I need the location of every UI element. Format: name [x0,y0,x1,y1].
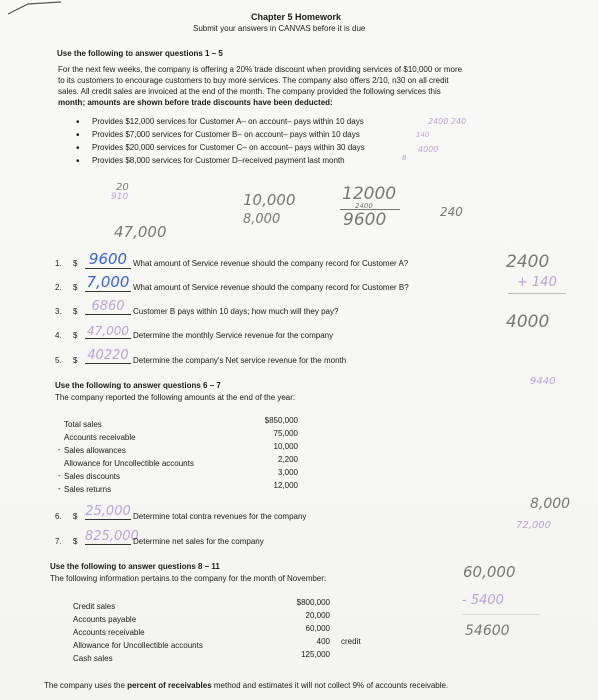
page-title: Chapter 5 Homework [251,12,342,22]
scratch-20: 20 [116,182,129,193]
s2-row-label: Accounts receivable [64,433,136,442]
s3-row-value: $800,000 [296,598,330,607]
side-calc-5400: - 5400 [462,593,504,608]
s3-row-value: 125,000 [301,650,330,659]
s2-row-label: Allowance for Uncollectible accounts [64,459,194,468]
q4-text: Determine the monthly Service revenue for the company [133,331,334,340]
s2-row-value: 12,000 [273,481,298,490]
s3-row-label: Allowance for Uncollectible accounts [73,641,203,650]
scratch-8000: 8,000 [243,212,281,227]
s2-dash: - [58,471,61,480]
q2-answer[interactable]: 7,000 [86,273,130,291]
scratch-240: 240 [440,205,463,219]
bullet-customer-c: • Provides $20,000 services for Customer C– on account– pays within 30 days [92,143,365,152]
scratch-9600: 9600 [343,210,387,230]
q5-dollar: $ [73,356,78,365]
q3-text: Customer B pays within 10 days; how much will they pay? [133,307,339,316]
s2-dash: - [58,484,61,493]
q1-text: What amount of Service revenue should the company record for Customer A? [133,259,409,268]
q3-answer[interactable]: 6860 [85,299,131,315]
section3-intro: The following information pertains to the company for the month of November: [50,574,327,583]
q6-text: Determine total contra revenues for the company [133,512,307,521]
footer-bold: percent of receivables [127,681,212,690]
bullet-note-a: 2400 240 [428,117,467,126]
side-calc-9440: 9440 [530,376,556,387]
bullet-note-c: 4000 [418,145,439,154]
q1-answer[interactable]: 9600 [85,250,131,269]
s2-row-value: 2,200 [277,455,298,464]
bullet-customer-a: • Provides $12,000 services for Customer A– on account– pays within 10 days [92,117,364,126]
side-calc-line [508,293,566,294]
q4-number: 4. [55,331,62,340]
q3-number: 3. [55,307,62,316]
side-calc-8000: 8,000 [530,496,571,512]
section1-intro-1: For the next few weeks, the company is offering a 20% trade discount when providing services of $10,000 or more [58,65,463,74]
scratch-910: 910 [111,192,129,202]
section1-intro-3: sales. All credit sales are invoiced at the end of the month. The company provided the following services this [58,87,441,96]
s2-row-label: Sales returns [64,485,112,494]
q2-dollar: $ [73,283,78,292]
s2-row-value: 75,000 [273,429,298,438]
scratch-12000: 12000 [342,184,397,204]
scratch-10000: 10,000 [243,191,296,209]
q7-answer[interactable]: 825,000 [85,529,139,544]
q5-number: 5. [55,356,62,365]
q1-number: 1. [55,259,62,268]
q2-number: 2. [55,283,62,292]
q4-dollar: $ [73,331,78,340]
section2-intro: The company reported the following amounts at the end of the year: [55,393,296,402]
s2-row-label: Total sales [64,420,102,429]
section1-heading: Use the following to answer questions 1 – 5 [57,49,223,58]
q4-answer[interactable]: 47,000 [87,324,129,338]
q1-dollar: $ [73,259,78,268]
s3-row-value: 60,000 [305,624,330,633]
bullet-note-b: 140 [416,131,430,139]
s2-dash: - [58,445,61,454]
pen-mark [6,0,66,20]
q2-text: What amount of Service revenue should the company record for Customer B? [133,283,409,292]
s3-row-extra: credit [341,637,361,646]
bullet-note-d: 8 [402,154,407,162]
side-calc-line3 [462,614,540,615]
q5-text: Determine the company's Net service revenue for the month [133,356,347,365]
q7-dollar: $ [73,537,78,546]
q6-number: 6. [55,512,62,521]
section3-heading: Use the following to answer questions 8 – 11 [50,562,220,571]
side-calc-60000: 60,000 [463,563,516,581]
s2-row-value: 10,000 [273,442,298,451]
s3-row-label: Accounts receivable [73,628,145,637]
scratch-47000: 47,000 [114,223,167,241]
q7-number: 7. [55,537,62,546]
side-calc-54600: 54600 [465,623,510,639]
q7-text: Determine net sales for the company [133,537,264,546]
q6-answer[interactable]: 25,000 [85,504,131,519]
s2-row-label: Sales discounts [64,472,121,481]
page-subtitle: Submit your answers in CANVAS before it is due [193,24,366,33]
q3-dollar: $ [73,307,78,316]
s3-row-label: Accounts payable [73,615,137,624]
s2-row-label: Sales allowances [64,446,126,455]
s2-row-value: $850,000 [264,416,298,425]
s3-row-label: Cash sales [73,654,113,663]
bullet-customer-d: • Provides $8,000 services for Customer D–received payment last month [92,156,345,165]
q5-answer[interactable]: 40220 [85,348,131,364]
s2-row-value: 3,000 [277,468,298,477]
section1-intro-4: month; amounts are shown before trade discounts have been deducted: [58,98,333,107]
footer-pre: The company uses the [44,681,128,690]
footer-post: method and estimates it will not collect 9% of accounts receivable. [211,681,449,690]
s3-row-label: Credit sales [73,602,116,611]
bullet-customer-b: • Provides $7,000 services for Customer B– on account– pays within 10 days [92,130,360,139]
footer-line [44,681,448,690]
s3-row-value: 400 [316,637,330,646]
s3-row-value: 20,000 [305,611,330,620]
side-calc-72000: 72,000 [516,520,551,531]
side-calc-140: + 140 [517,275,557,290]
side-calc-4000: 4000 [506,312,550,332]
side-calc-2400: 2400 [506,252,550,272]
section2-heading: Use the following to answer questions 6 – 7 [55,381,221,390]
scratch-2400: 2400 [355,202,373,210]
section1-intro-2: to its customers to encourage customers to buy more services. The company also offers 2/10, n30 on all credit [58,76,449,85]
q6-dollar: $ [73,512,78,521]
